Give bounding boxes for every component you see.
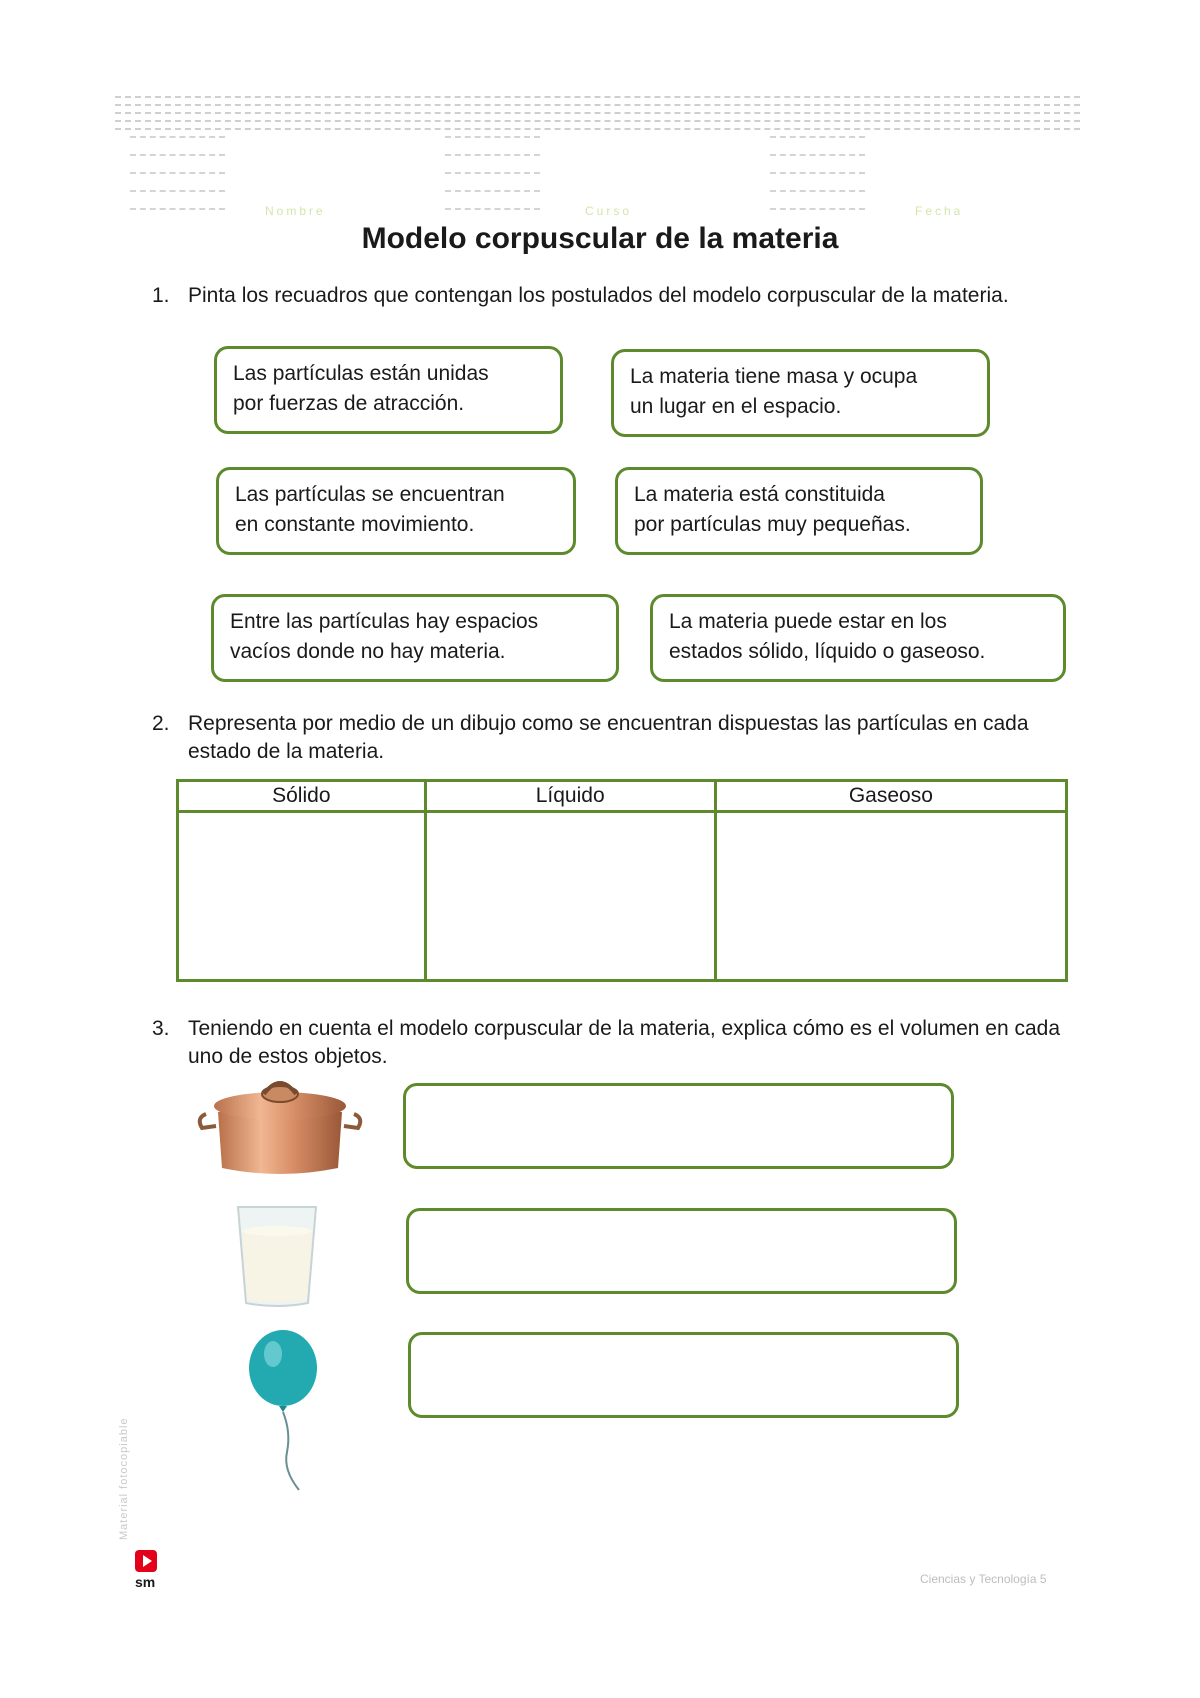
postulate-box[interactable] [214, 346, 563, 434]
question-text: Representa por medio de un dibujo como se encuentran dispuestas las partículas en cada estado de la materia. [188, 712, 1029, 763]
postulate-line: La materia puede estar en los [669, 610, 947, 633]
brand-text: sm [135, 1574, 156, 1590]
postulate-line: Las partículas están unidas [233, 362, 489, 385]
postulate-box[interactable] [615, 467, 983, 555]
page-title: Modelo corpuscular de la materia [361, 222, 839, 255]
drawing-cell-liquid[interactable] [425, 812, 715, 981]
header-label-course: Curso [585, 204, 633, 218]
question-text: Pinta los recuadros que contengan los postulados del modelo corpuscular de la materia. [188, 284, 1009, 307]
subject-footer: Ciencias y Tecnología 5 [920, 1572, 1047, 1586]
question-number: 3. [152, 1017, 170, 1040]
drawing-cell-gas[interactable] [715, 812, 1066, 981]
postulate-line: estados sólido, líquido o gaseoso. [669, 640, 986, 663]
header-label-date: Fecha [915, 204, 964, 218]
column-header-solid: Sólido [178, 781, 426, 812]
postulate-line: vacíos donde no hay materia. [230, 640, 506, 663]
postulate-line: Las partículas se encuentran [235, 483, 505, 506]
column-header-gas: Gaseoso [715, 781, 1066, 812]
play-logo-icon [135, 1550, 157, 1572]
postulate-box[interactable] [650, 594, 1066, 682]
postulate-line: por partículas muy pequeñas. [634, 513, 911, 536]
photocopiable-note: Material fotocopiable [118, 1417, 130, 1540]
answer-box-pot[interactable] [403, 1083, 954, 1169]
question-text: Teniendo en cuenta el modelo corpuscular de la materia, explica cómo es el volumen en cada uno de estos objetos. [188, 1017, 1061, 1068]
question-number: 2. [152, 712, 170, 735]
postulate-line: La materia está constituida [634, 483, 885, 506]
column-header-liquid: Líquido [425, 781, 715, 812]
postulate-box[interactable] [216, 467, 576, 555]
answer-box-glass[interactable] [406, 1208, 957, 1294]
states-drawing-table [176, 779, 1068, 982]
balloon-icon [243, 1330, 343, 1500]
publisher-logo [135, 1550, 161, 1590]
question-1 [152, 282, 1082, 310]
milk-glass-icon [232, 1203, 322, 1308]
header-label-name: Nombre [265, 204, 326, 218]
postulate-box[interactable] [611, 349, 990, 437]
postulate-line: La materia tiene masa y ocupa [630, 365, 918, 388]
question-3 [152, 1015, 1082, 1071]
postulate-line: Entre las partículas hay espacios [230, 610, 539, 633]
student-info-header [115, 96, 1080, 226]
drawing-cell-solid[interactable] [178, 812, 426, 981]
pot-icon [196, 1072, 364, 1182]
postulate-line: en constante movimiento. [235, 513, 475, 536]
postulate-line: un lugar en el espacio. [630, 395, 842, 418]
postulate-line: por fuerzas de atracción. [233, 392, 465, 415]
question-2 [152, 710, 1082, 766]
answer-box-balloon[interactable] [408, 1332, 959, 1418]
question-number: 1. [152, 284, 170, 307]
postulate-box[interactable] [211, 594, 619, 682]
